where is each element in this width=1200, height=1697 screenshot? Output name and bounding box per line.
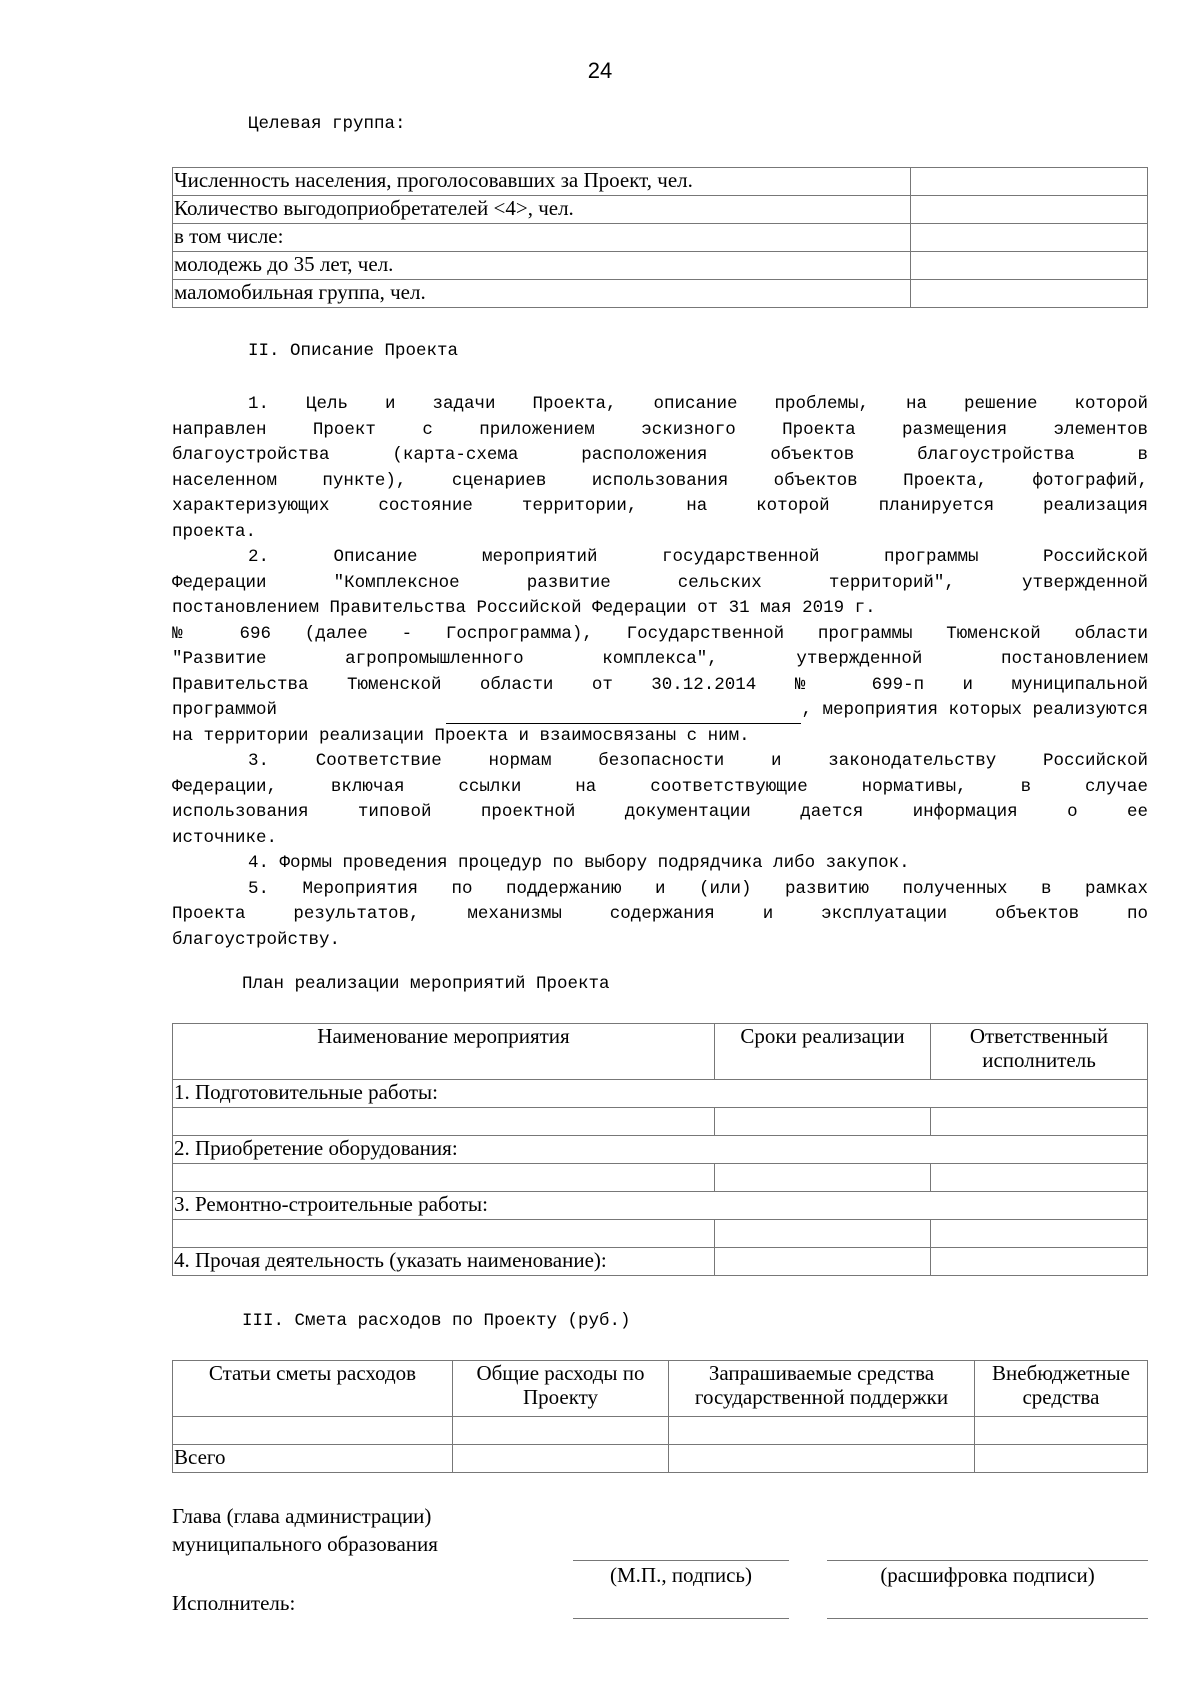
p5-line: 5. Мероприятия по поддержанию и (или) развитию полученных в рамках xyxy=(248,878,1148,899)
value-cell[interactable] xyxy=(911,196,1148,224)
table-row xyxy=(173,1108,1148,1136)
p1-line: благоустройства (карта-схема расположения объектов благоустройства в xyxy=(172,445,1148,465)
table-row xyxy=(173,1164,1148,1192)
cell[interactable] xyxy=(173,1164,715,1192)
table-row xyxy=(173,280,1148,308)
cell[interactable] xyxy=(931,1108,1148,1136)
plan-item: 3. Ремонтно-строительные работы: xyxy=(173,1192,1148,1220)
cell[interactable] xyxy=(975,1417,1148,1445)
row-label: молодежь до 35 лет, чел. xyxy=(173,252,911,280)
cell[interactable] xyxy=(975,1445,1148,1473)
cell[interactable] xyxy=(453,1417,669,1445)
cell[interactable] xyxy=(715,1108,931,1136)
p5-line: благоустройству. xyxy=(172,929,341,950)
program-name-blank[interactable] xyxy=(446,705,801,724)
cell[interactable] xyxy=(715,1248,931,1276)
p4-line: 4. Формы проведения процедур по выбору подрядчика либо закупок. xyxy=(248,853,910,873)
p3-line: источнике. xyxy=(172,827,278,848)
p2-line: 2. Описание мероприятий государственной программы Российской xyxy=(248,547,1148,567)
header-extrabudget: Внебюджетные средства xyxy=(975,1361,1148,1417)
section2-body xyxy=(172,392,1148,953)
total-label: Всего xyxy=(173,1445,453,1473)
p1-line: населенном пункте), сценариев использования объектов Проекта, фотографий, xyxy=(172,470,1148,491)
cell[interactable] xyxy=(173,1108,715,1136)
table-row xyxy=(173,224,1148,252)
cell[interactable] xyxy=(931,1164,1148,1192)
p5-line: Проекта результатов, механизмы содержания и эксплуатации объектов по xyxy=(172,904,1148,924)
p1-line: 1. Цель и задачи Проекта, описание проблемы, на решение которой xyxy=(248,394,1148,414)
plan-item: 1. Подготовительные работы: xyxy=(173,1080,1148,1108)
header-deadline: Сроки реализации xyxy=(715,1024,931,1080)
head-title-line2: муниципального образования xyxy=(172,1532,438,1556)
table-row xyxy=(173,1080,1148,1108)
cell[interactable] xyxy=(715,1220,931,1248)
table-header-row xyxy=(173,1024,1148,1080)
p2-line: Правительства Тюменской области от 30.12.2014 № 699-п и муниципальной xyxy=(172,674,1148,695)
cell[interactable] xyxy=(669,1417,975,1445)
p2-line: на территории реализации Проекта и взаимосвязаны с ним. xyxy=(172,725,750,746)
target-group-table xyxy=(172,167,1148,308)
value-cell[interactable] xyxy=(911,252,1148,280)
cell[interactable] xyxy=(669,1445,975,1473)
value-cell[interactable] xyxy=(911,224,1148,252)
row-label: в том числе: xyxy=(173,224,911,252)
value-cell[interactable] xyxy=(911,280,1148,308)
p2-line: Федерации "Комплексное развитие сельских территорий", утвержденной xyxy=(172,572,1148,593)
table-row xyxy=(173,252,1148,280)
program-word: программой xyxy=(172,700,278,720)
plan-item: 4. Прочая деятельность (указать наименование): xyxy=(173,1248,715,1276)
decoding-caption: (расшифровка подписи) xyxy=(880,1563,1095,1587)
p2-line: № 696 (далее - Госпрограмма), Государственной программы Тюменской области xyxy=(172,623,1148,644)
decoding-line[interactable] xyxy=(827,1560,1148,1561)
p3-line: Федерации, включая ссылки на соответствующие нормативы, в случае xyxy=(172,776,1148,797)
table-row xyxy=(173,1192,1148,1220)
cell[interactable] xyxy=(931,1248,1148,1276)
budget-title: III. Смета расходов по Проекту (руб.) xyxy=(242,1311,631,1331)
executor-label: Исполнитель: xyxy=(172,1591,296,1615)
budget-table xyxy=(172,1360,1148,1473)
target-group-title: Целевая группа: xyxy=(248,114,406,134)
table-row xyxy=(173,1417,1148,1445)
p1-line: направлен Проект с приложением эскизного Проекта размещения элементов xyxy=(172,419,1148,440)
executor-decoding-line[interactable] xyxy=(827,1618,1148,1619)
p2-program-line xyxy=(172,698,1148,724)
cell[interactable] xyxy=(453,1445,669,1473)
p3-line: использования типовой проектной документации дается информация о ее xyxy=(172,802,1148,822)
executor-line[interactable] xyxy=(573,1618,789,1619)
table-row xyxy=(173,196,1148,224)
p1-line: проекта. xyxy=(172,521,257,542)
table-row xyxy=(173,1136,1148,1164)
program-tail: , мероприятия которых реализуются xyxy=(801,700,1148,720)
cell[interactable] xyxy=(931,1220,1148,1248)
p2-line: "Развитие агропромышленного комплекса", утвержденной постановлением xyxy=(172,649,1148,669)
cell[interactable] xyxy=(173,1417,453,1445)
header-total: Общие расходы по Проекту xyxy=(453,1361,669,1417)
p1-line: характеризующих состояние территории, на которой планируется реализация xyxy=(172,496,1148,516)
p3-line: 3. Соответствие нормам безопасности и законодательству Российской xyxy=(248,751,1148,771)
section2-title: II. Описание Проекта xyxy=(248,341,459,361)
value-cell[interactable] xyxy=(911,168,1148,196)
table-row xyxy=(173,1248,1148,1276)
cell[interactable] xyxy=(173,1220,715,1248)
header-items: Статьи сметы расходов xyxy=(173,1361,453,1417)
plan-item: 2. Приобретение оборудования: xyxy=(173,1136,1148,1164)
plan-table xyxy=(172,1023,1148,1276)
signature-line[interactable] xyxy=(573,1560,789,1561)
table-row xyxy=(173,168,1148,196)
table-row xyxy=(173,1445,1148,1473)
header-requested: Запрашиваемые средства государственной поддержки xyxy=(669,1361,975,1417)
p2-line: постановлением Правительства Российской Федерации от 31 мая 2019 г. xyxy=(172,598,876,618)
cell[interactable] xyxy=(715,1164,931,1192)
head-title-line1: Глава (глава администрации) xyxy=(172,1504,432,1528)
row-label: Количество выгодоприобретателей <4>, чел. xyxy=(173,196,911,224)
row-label: маломобильная группа, чел. xyxy=(173,280,911,308)
header-activity: Наименование мероприятия xyxy=(173,1024,715,1080)
stamp-signature-caption: (М.П., подпись) xyxy=(609,1563,753,1587)
plan-title: План реализации мероприятий Проекта xyxy=(242,974,610,994)
table-header-row xyxy=(173,1361,1148,1417)
header-responsible: Ответственный исполнитель xyxy=(931,1024,1148,1080)
row-label: Численность населения, проголосовавших за Проект, чел. xyxy=(173,168,911,196)
table-row xyxy=(173,1220,1148,1248)
page-number: 24 xyxy=(587,58,613,83)
